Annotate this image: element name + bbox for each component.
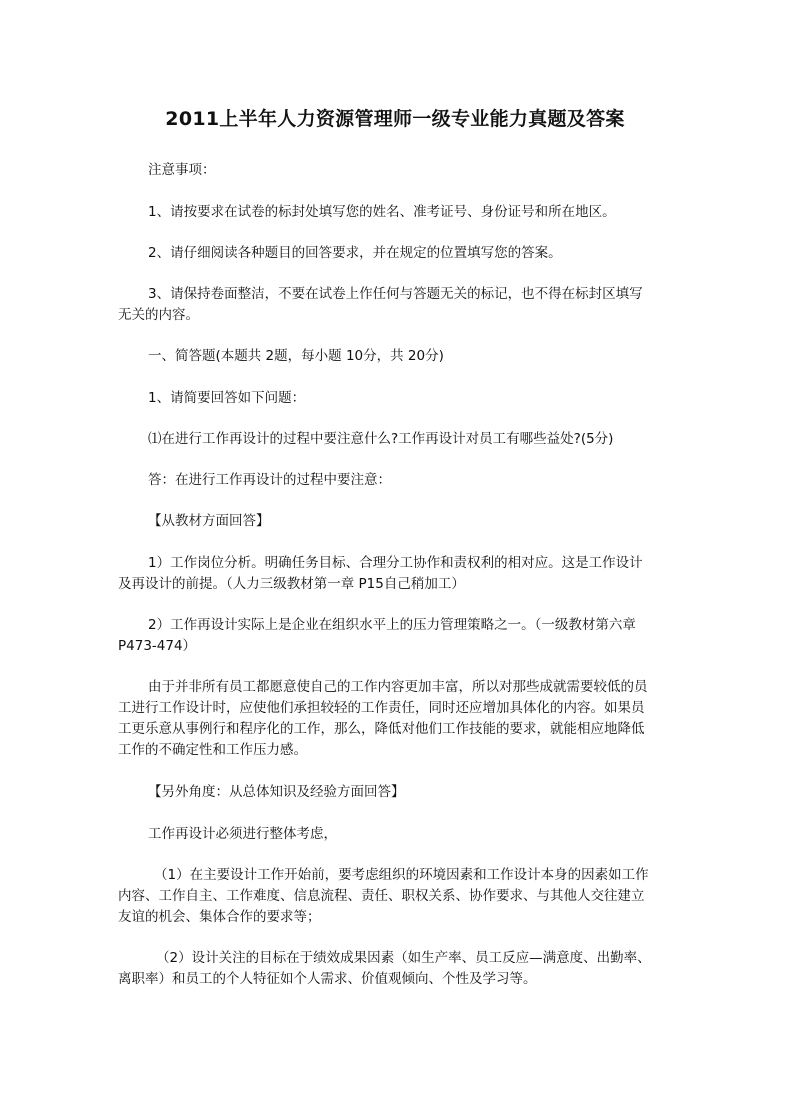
- paragraph: [118, 553, 666, 595]
- paragraph-line: 3、请保持卷面整洁，不要在试卷上作任何与答题无关的标记，也不得在标封区填写: [148, 286, 643, 302]
- paragraph: [118, 948, 666, 990]
- paragraph: [118, 677, 666, 761]
- paragraph-line: 一、简答题(本题共 2题，每小题 10分，共 20分): [148, 348, 444, 364]
- paragraph-line: ⑴在进行工作再设计的过程中要注意什么?工作再设计对员工有哪些益处?(5分): [148, 431, 614, 447]
- paragraph: [118, 782, 666, 803]
- paragraph-line: 2、请仔细阅读各种题目的回答要求，并在规定的位置填写您的答案。: [148, 245, 562, 261]
- paragraph-line: 2）工作再设计实际上是企业在组织水平上的压力管理策略之一。（一级教材第六章: [148, 617, 636, 633]
- paragraph: [118, 865, 666, 928]
- paragraph: [118, 824, 666, 845]
- paragraph: [118, 346, 666, 367]
- paragraph: [118, 243, 666, 264]
- paragraph-line: 【从教材方面回答】: [148, 513, 270, 529]
- paragraph: [118, 388, 666, 409]
- paragraph-line: 1、请按要求在试卷的标封处填写您的姓名、准考证号、身份证号和所在地区。: [148, 204, 616, 220]
- paragraph-line: 工作再设计必须进行整体考虑，: [148, 826, 337, 842]
- paragraph: [118, 202, 666, 223]
- paragraph-line: 由于并非所有员工都愿意使自己的工作内容更加丰富，所以对那些成就需要较低的员: [148, 679, 648, 695]
- paragraph-line: 及再设计的前提。（人力三级教材第一章 P15自己稍加工）: [118, 576, 465, 592]
- paragraph: [118, 615, 666, 657]
- paragraph-line: 1、请简要回答如下问题：: [148, 390, 306, 406]
- paragraph-line: 无关的内容。: [118, 307, 199, 323]
- paragraph-line: 离职率）和员工的个人特征如个人需求、价值观倾向、个性及学习等。: [118, 971, 537, 987]
- paragraph-line: 注意事项：: [148, 162, 216, 178]
- paragraph-line: 友谊的机会、集体合作的要求等；: [118, 909, 321, 925]
- paragraph: [118, 429, 666, 450]
- paragraph-line: 工更乐意从事例行和程序化的工作，那么，降低对他们工作技能的要求，就能相应地降低: [118, 721, 645, 737]
- paragraph-line: 1）工作岗位分析。明确任务目标、合理分工协作和责权利的相对应。这是工作设计: [148, 555, 643, 571]
- paragraph: [118, 284, 666, 326]
- paragraph-line: 工进行工作设计时，应使他们承担较轻的工作责任，同时还应增加具体化的内容。如果员: [118, 700, 645, 716]
- paragraph: [118, 511, 666, 532]
- paragraph-line: 【另外角度：从总体知识及经验方面回答】: [148, 784, 405, 800]
- paragraph: [118, 160, 666, 181]
- paragraph-line: 内容、工作自主、工作难度、信息流程、责任、职权关系、协作要求、与其他人交往建立: [118, 888, 645, 904]
- document-title: 2011上半年人力资源管理师一级专业能力真题及答案: [165, 108, 625, 130]
- paragraph-line: （2）设计关注的目标在于绩效成果因素（如生产率、员工反应—满意度、出勤率、: [156, 950, 651, 966]
- paragraph-line: 工作的不确定性和工作压力感。: [118, 742, 307, 758]
- paragraph-line: P473-474）: [118, 638, 197, 654]
- paragraph: [118, 470, 666, 491]
- paragraph-line: （1）在主要设计工作开始前，要考虑组织的环境因素和工作设计本身的因素如工作: [154, 867, 649, 883]
- paragraph-line: 答：在进行工作再设计的过程中要注意：: [148, 472, 391, 488]
